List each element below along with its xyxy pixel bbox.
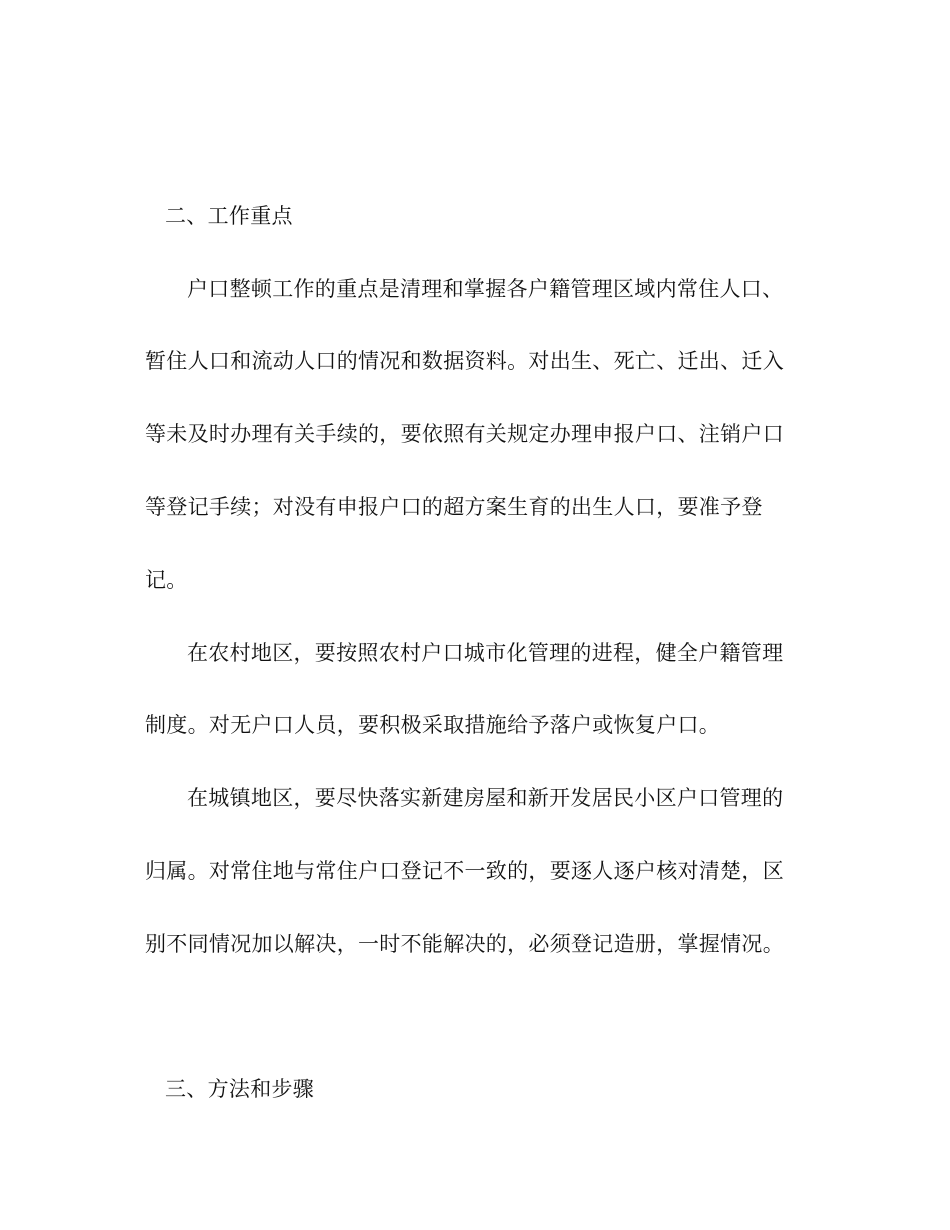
paragraph-line: 归属。对常住地与常住户口登记不一致的，要逐人逐户核对清楚，区 [145,859,784,883]
paragraph-line: 户口整顿工作的重点是清理和掌握各户籍管理区域内常住人口、 [187,277,784,301]
section-heading-work-focus: 二、工作重点 [165,204,293,228]
paragraph-line: 记。 [145,568,188,592]
paragraph-line: 制度。对无户口人员，要积极采取措施给予落户或恢复户口。 [145,713,721,737]
section-heading-methods-steps: 三、方法和步骤 [165,1077,315,1101]
paragraph-line: 别不同情况加以解决，一时不能解决的，必须登记造册，掌握情况。 [145,932,784,956]
paragraph-line: 暂住人口和流动人口的情况和数据资料。对出生、死亡、迁出、迁入 [145,349,784,373]
paragraph-line: 在城镇地区，要尽快落实新建房屋和新开发居民小区户口管理的 [187,786,784,810]
paragraph-line: 等登记手续；对没有申报户口的超方案生育的出生人口，要准予登 [145,495,763,519]
paragraph-line: 在农村地区，要按照农村户口城市化管理的进程，健全户籍管理 [187,641,784,665]
paragraph-line: 等未及时办理有关手续的，要依照有关规定办理申报户口、注销户口 [145,422,784,446]
